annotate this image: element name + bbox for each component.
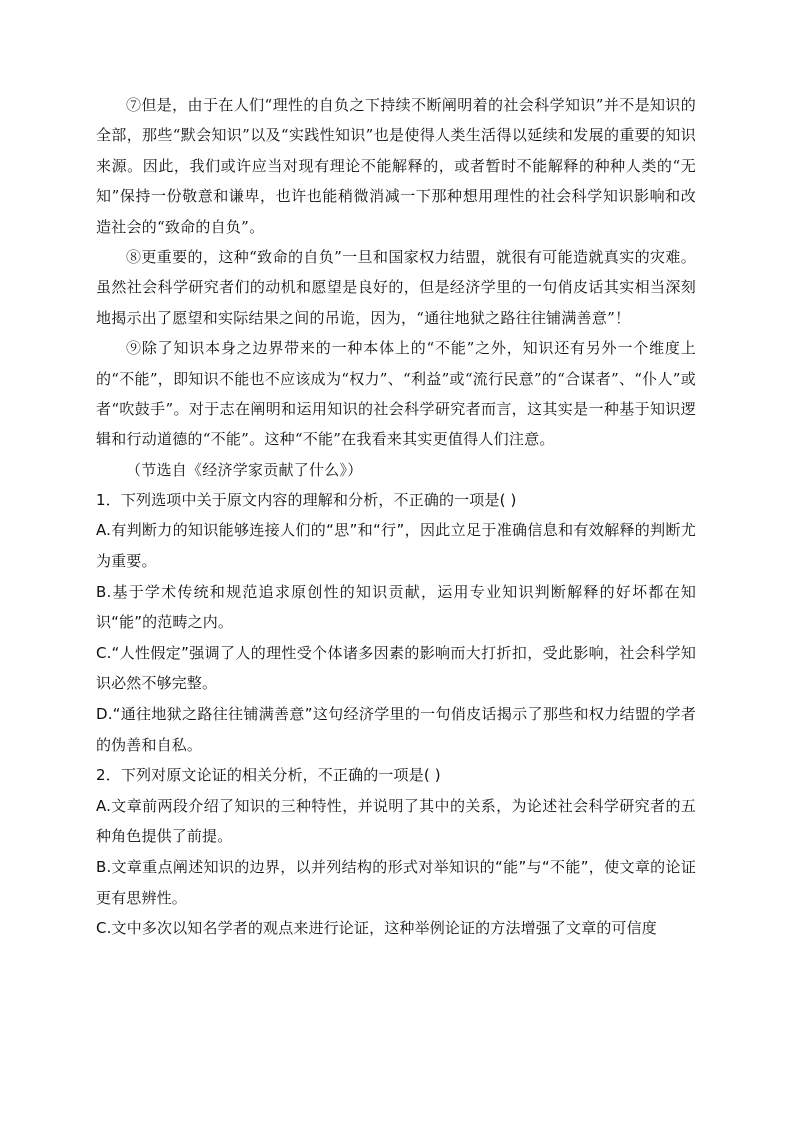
question-1-option-d: D.“通往地狱之路往往铺满善意”这句经济学里的一句俏皮话揭示了那些和权力结盟的学者的伪善和自私。 <box>96 705 696 754</box>
question-2 <box>96 760 696 944</box>
passage <box>96 90 696 485</box>
passage-paragraph-8: ⑧更重要的，这种“致命的自负”一旦和国家权力结盟，就很有可能造就真实的灾难。虽然社会科学研究者们的动机和愿望是良好的，但是经济学里的一句俏皮话其实相当深刻地揭示出了愿望和实际结果之间的吊诡，因为，“通往地狱之路往往铺满善意”！ <box>96 248 696 327</box>
question-2-stem: 2．下列对原文论证的相关分析，不正确的一项是( ) <box>96 766 441 785</box>
question-1-option-b: B.基于学术传统和规范追求原创性的知识贡献，运用专业知识判断解释的好坏都在知识“能”的范畴之内。 <box>96 582 696 632</box>
passage-paragraph-9: ⑨除了知识本身之边界带来的一种本体上的“不能”之外，知识还有另外一个维度上的“不能”，即知识不能也不应该成为“权力”、“利益”或“流行民意”的“合谋者”、“仆人”或者“吹鼓手”。对于志在阐明和运用知识的社会科学研究者而言，这其实是一种基于知识逻辑和行动道德的“不能”。这种“不能”在我看来其实更值得人们注意。 <box>96 339 696 449</box>
page-content <box>96 90 696 944</box>
question-list <box>96 485 696 944</box>
question-2-option-c: C.文中多次以知名学者的观点来进行论证，这种举例论证的方法增强了文章的可信度 <box>96 919 657 938</box>
question-1-option-c: C.“人性假定”强调了人的理性受个体诸多因素的影响而大打折扣，受此影响，社会科学知识必然不够完整。 <box>96 643 696 693</box>
passage-source: （节选自《经济学家贡献了什么》） <box>126 460 363 479</box>
passage-paragraph-7: ⑦但是，由于在人们“理性的自负之下持续不断阐明着的社会科学知识”并不是知识的全部，那些“默会知识”以及“实践性知识”也是使得人类生活得以延续和发展的重要的知识来源。因此，我们或许应当对现有理论不能解释的，或者暂时不能解释的种种人类的“无知”保持一份敬意和谦卑，也许也能稍微消减一下那种想用理性的社会科学知识影响和改造社会的“致命的自负”。 <box>96 96 696 236</box>
question-1 <box>96 485 696 760</box>
question-2-option-b: B.文章重点阐述知识的边界，以并列结构的形式对举知识的“能”与“不能”，使文章的论证更有思辨性。 <box>96 858 696 907</box>
question-1-stem: 1．下列选项中关于原文内容的理解和分析，不正确的一项是( ) <box>96 490 517 509</box>
question-1-option-a: A.有判断力的知识能够连接人们的“思”和“行”，因此立足于准确信息和有效解释的判断尤为重要。 <box>96 521 696 571</box>
question-2-option-a: A.文章前两段介绍了知识的三种特性，并说明了其中的关系，为论述社会科学研究者的五种角色提供了前提。 <box>96 796 696 846</box>
